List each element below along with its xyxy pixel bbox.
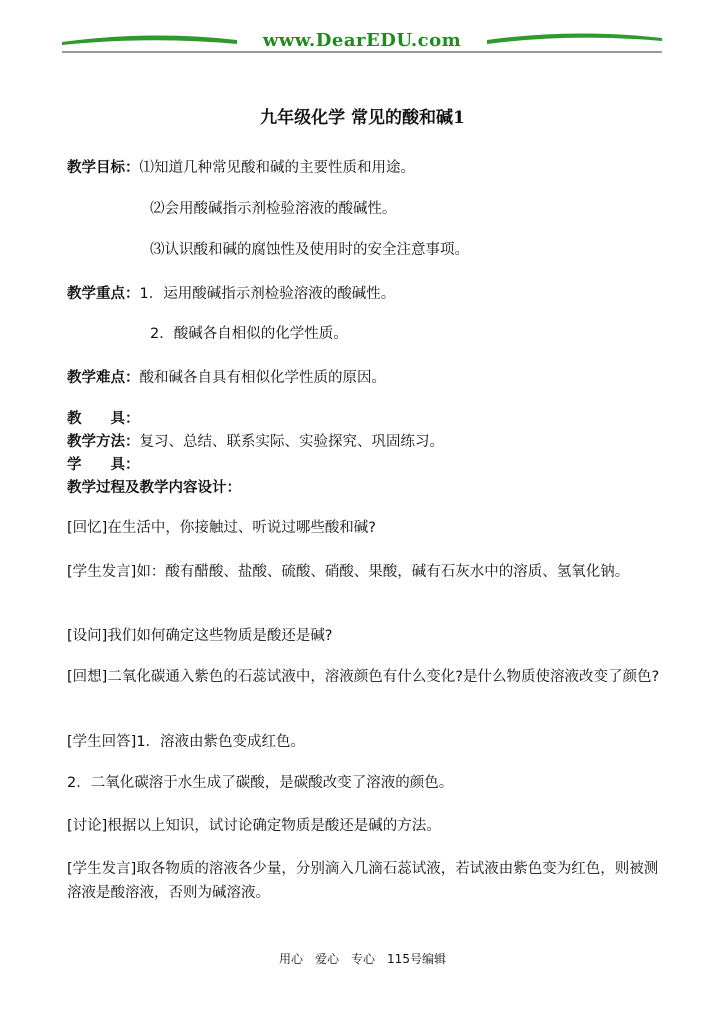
objectives-label: 教学目标： bbox=[67, 160, 140, 176]
keypoint-item: 2．酸碱各自相似的化学性质。 bbox=[150, 326, 348, 342]
paragraph: [回忆]在生活中，你接触过、听说过哪些酸和碱? bbox=[67, 520, 377, 536]
difficulty-label: 教学难点： bbox=[67, 370, 140, 386]
page-footer: 用心 爱心 专心 115号编辑 bbox=[279, 952, 446, 966]
process-heading: 教学过程及教学内容设计： bbox=[67, 480, 241, 496]
paragraph: [设问]我们如何确定这些物质是酸还是碱? bbox=[67, 628, 333, 644]
paragraph: [回想]二氧化碳通入紫色的石蕊试液中，溶液颜色有什么变化?是什么物质使溶液改变了颜色? bbox=[67, 669, 660, 685]
methods-text: 复习、总结、联系实际、实验探究、巩固练习。 bbox=[139, 434, 444, 450]
tools-line bbox=[67, 408, 140, 430]
objective-item: ⑵会用酸碱指示剂检验溶液的酸碱性。 bbox=[150, 201, 397, 217]
tools-label: 教 具： bbox=[67, 411, 140, 427]
paragraph: [学生发言]如：酸有醋酸、盐酸、硫酸、硝酸、果酸，碱有石灰水中的溶质、氢氧化钠。 bbox=[67, 564, 630, 580]
paragraph: [学生发言]取各物质的溶液各少量，分别滴入几滴石蕊试液，若试液由紫色变为红色，则被测溶液是酸溶液，否则为碱溶液。 bbox=[67, 861, 659, 901]
objective-item: ⑴知道几种常见酸和碱的主要性质和用途。 bbox=[139, 160, 415, 176]
student-tools-label: 学 具： bbox=[67, 457, 140, 473]
keypoints-label: 教学重点： bbox=[67, 286, 140, 302]
keypoints-line-1 bbox=[67, 283, 395, 305]
paragraph: [讨论]根据以上知识，试讨论确定物质是酸还是碱的方法。 bbox=[67, 818, 441, 834]
objectives-line-1 bbox=[67, 157, 415, 179]
paragraph: 2．二氧化碳溶于水生成了碳酸，是碳酸改变了溶液的颜色。 bbox=[67, 775, 454, 791]
difficulty-text: 酸和碱各自具有相似化学性质的原因。 bbox=[139, 370, 386, 386]
page-title: 九年级化学 常见的酸和碱1 bbox=[260, 108, 465, 128]
methods-line bbox=[67, 431, 444, 453]
methods-label: 教学方法： bbox=[67, 434, 140, 450]
site-url: www.DearEDU.com bbox=[262, 30, 462, 51]
keypoint-item: 1．运用酸碱指示剂检验溶液的酸碱性。 bbox=[139, 286, 396, 302]
paragraph: [学生回答]1．溶液由紫色变成红色。 bbox=[67, 734, 306, 750]
difficulty-line bbox=[67, 367, 386, 389]
student-tools-line bbox=[67, 454, 140, 476]
objective-item: ⑶认识酸和碱的腐蚀性及使用时的安全注意事项。 bbox=[150, 242, 469, 258]
page-header bbox=[62, 26, 662, 56]
